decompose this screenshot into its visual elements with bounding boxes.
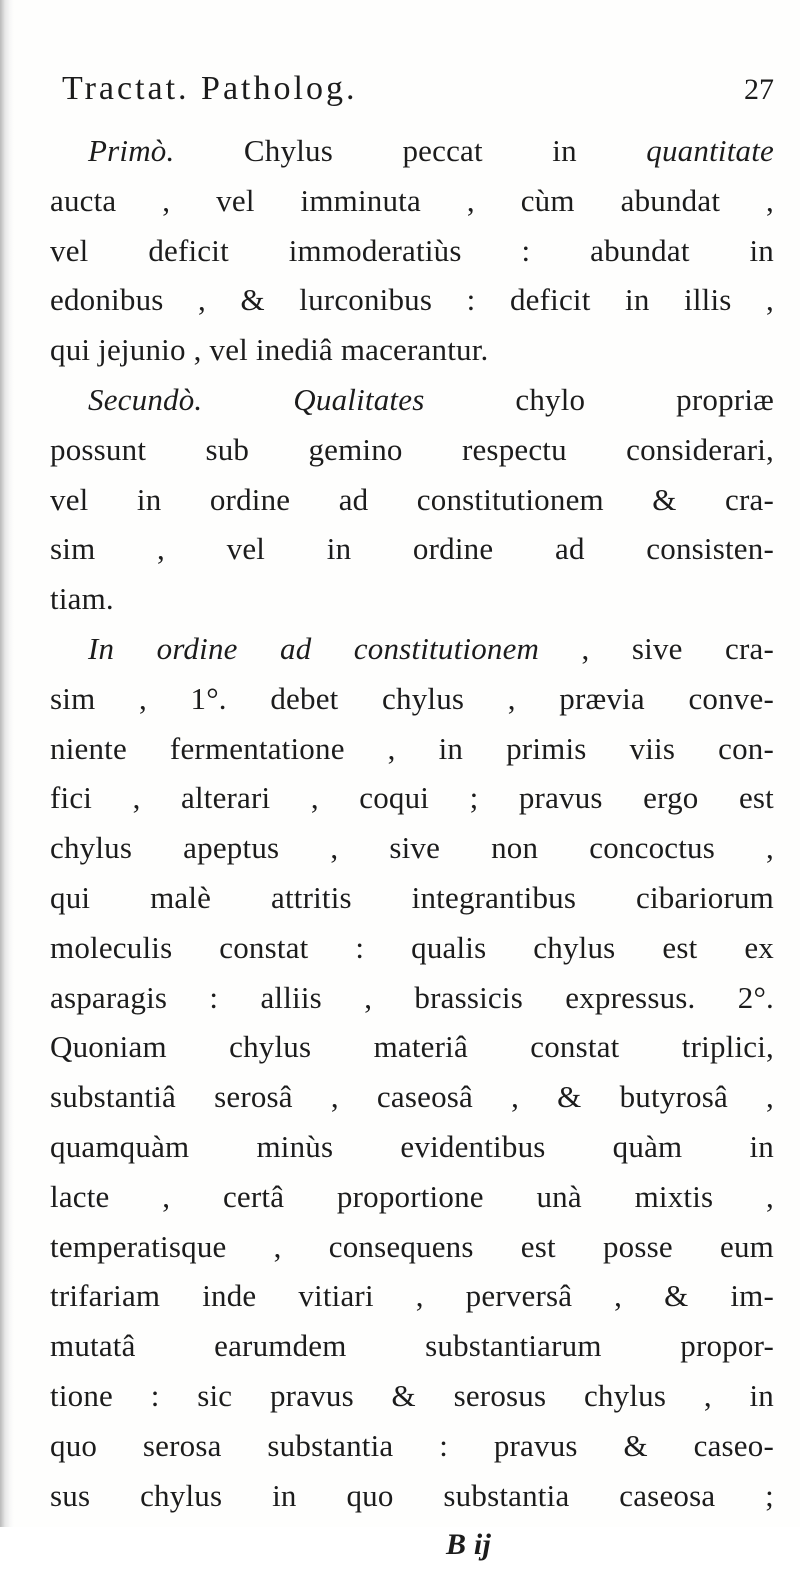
text-line xyxy=(50,674,774,724)
text-line xyxy=(50,773,774,823)
text-line xyxy=(50,1371,774,1421)
text-run: tione : sic pravus & serosus chylus , in xyxy=(50,1377,774,1413)
text-run: temperatisque , consequens est posse eum xyxy=(50,1228,774,1264)
text-line xyxy=(50,1172,774,1222)
text-line xyxy=(50,873,774,923)
text-line xyxy=(50,1271,774,1321)
body-text xyxy=(50,126,774,1520)
text-run: niente fermentatione , in primis viis con- xyxy=(50,730,774,766)
text-line xyxy=(50,275,774,325)
text-line xyxy=(50,226,774,276)
text-run: possunt sub gemino respectu considerari, xyxy=(50,431,774,467)
text-run: sim , 1°. debet chylus , prævia conve- xyxy=(50,680,774,716)
italic-run: Secundò. xyxy=(88,381,203,417)
text-run: qui jejunio , vel inediâ macerantur. xyxy=(50,332,489,368)
text-line xyxy=(50,1022,774,1072)
running-head-title: Tractat. Patholog. xyxy=(62,70,358,107)
text-run: , sive cra- xyxy=(539,630,774,666)
italic-run: In ordine ad constitutionem xyxy=(88,630,540,666)
text-line xyxy=(50,624,774,674)
text-line xyxy=(50,1072,774,1122)
italic-run: Qualitates xyxy=(293,381,425,417)
text-run: fici , alterari , coqui ; pravus ergo est xyxy=(50,780,774,816)
text-run: sim , vel in ordine ad consisten- xyxy=(50,531,774,567)
italic-run: quantitate xyxy=(646,133,774,168)
text-line xyxy=(50,823,774,873)
text-run: Chylus peccat in xyxy=(174,133,647,168)
text-run: aucta , vel imminuta , cùm abundat , xyxy=(50,182,774,218)
page-number: 27 xyxy=(744,73,774,106)
text-run: qui malè attritis integrantibus cibariorum xyxy=(50,879,774,915)
text-line xyxy=(50,574,774,624)
text-run xyxy=(202,382,293,417)
text-line xyxy=(50,325,774,375)
text-run: substantiâ serosâ , caseosâ , & butyrosâ , xyxy=(50,1079,774,1115)
text-line xyxy=(50,724,774,774)
text-run: edonibus , & lurconibus : deficit in illis , xyxy=(50,282,774,318)
text-run: Quoniam chylus materiâ constat triplici, xyxy=(50,1029,774,1065)
text-run: moleculis constat : qualis chylus est ex xyxy=(50,929,774,965)
text-line xyxy=(50,923,774,973)
text-run: tiam. xyxy=(50,581,114,617)
text-line xyxy=(50,475,774,525)
text-line xyxy=(50,1321,774,1371)
italic-run: Primò. xyxy=(88,133,175,168)
text-line xyxy=(50,973,774,1023)
text-run: chylus apeptus , sive non concoctus , xyxy=(50,830,774,866)
text-line xyxy=(50,1122,774,1172)
text-line xyxy=(50,1222,774,1272)
text-line xyxy=(50,524,774,574)
text-line xyxy=(50,375,774,425)
text-block xyxy=(50,70,774,1570)
text-line xyxy=(50,1471,774,1521)
text-run: sus chylus in quo substantia caseosa ; xyxy=(50,1477,774,1513)
text-run: vel in ordine ad constitutionem & cra- xyxy=(50,481,774,517)
text-run: asparagis : alliis , brassicis expressus. 2°. xyxy=(50,979,774,1015)
text-line xyxy=(50,1421,774,1471)
page-gutter-shadow xyxy=(0,0,14,1527)
text-line xyxy=(50,126,774,176)
text-run: quamquàm minùs evidentibus quàm in xyxy=(50,1128,774,1164)
running-header xyxy=(50,70,774,126)
text-run: trifariam inde vitiari , perversâ , & im- xyxy=(50,1278,774,1314)
text-run: quo serosa substantia : pravus & caseo- xyxy=(50,1427,774,1463)
text-line xyxy=(50,176,774,226)
text-run: vel deficit immoderatiùs : abundat in xyxy=(50,232,774,268)
text-run: chylo propriæ xyxy=(424,381,775,417)
signature-mark: B ij xyxy=(446,1528,491,1562)
text-line xyxy=(50,425,774,475)
text-run: lacte , certâ proportione unà mixtis , xyxy=(50,1178,774,1214)
text-run: mutatâ earumdem substantiarum propor- xyxy=(50,1328,774,1364)
